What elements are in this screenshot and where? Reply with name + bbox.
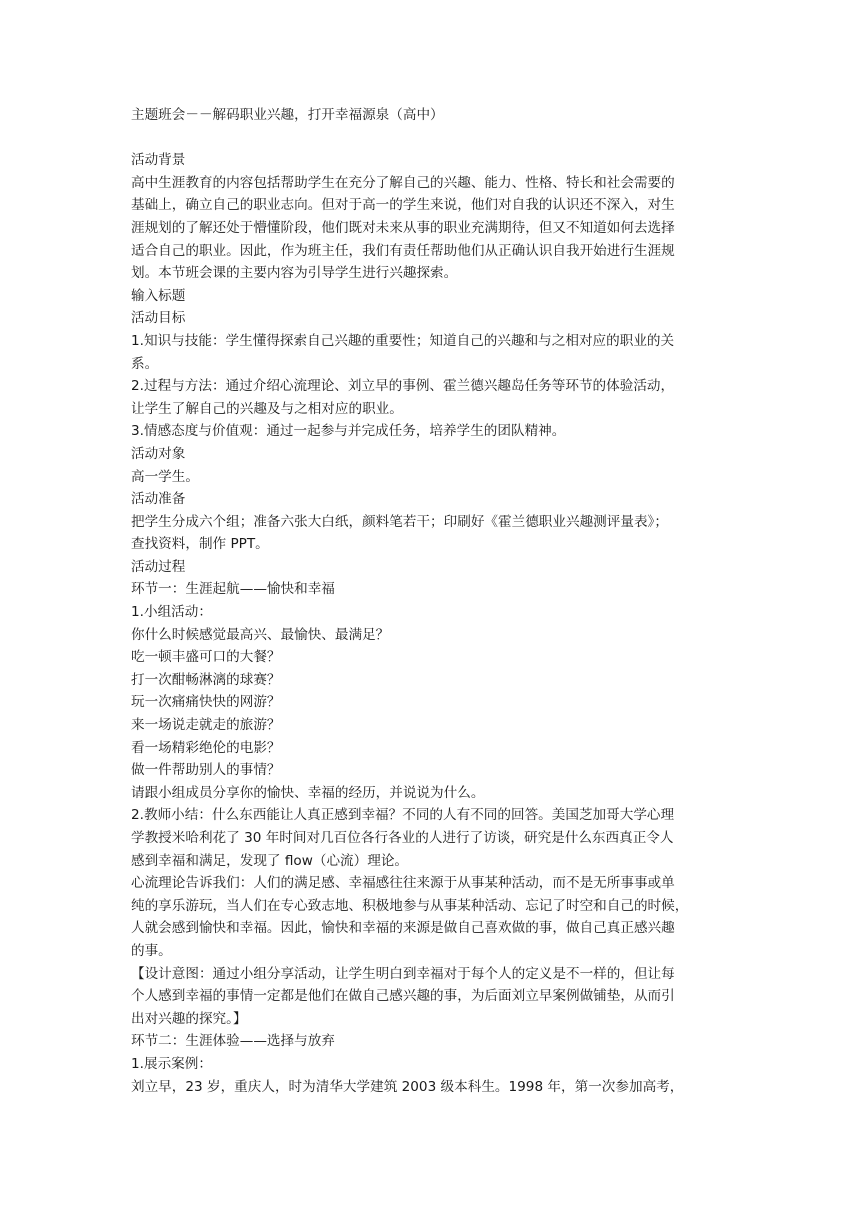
section-heading-audience: 活动对象 [131, 445, 186, 462]
paragraph-line: 2.教师小结：什么东西能让人真正感到幸福？不同的人有不同的回答。美国芝加哥大学心理 [131, 807, 675, 824]
paragraph-line: 的事。 [131, 942, 172, 959]
paragraph-line: 让学生了解自己的兴趣及与之相对应的职业。 [131, 400, 403, 417]
subsection-heading: 环节一：生涯起航——愉快和幸福 [131, 581, 335, 598]
paragraph-line: 感到幸福和满足，发现了 flow（心流）理论。 [131, 852, 409, 869]
list-item: 打一次酣畅淋漓的球赛？ [131, 671, 281, 688]
list-item: 看一场精彩绝伦的电影？ [131, 739, 281, 756]
paragraph-line: 系。 [131, 355, 159, 372]
paragraph-line: 3.情感态度与价值观：通过一起参与并完成任务，培养学生的团队精神。 [131, 423, 566, 440]
section-heading-background: 活动背景 [131, 152, 186, 169]
paragraph-line: 涯规划的了解还处于懵懂阶段，他们既对未来从事的职业充满期待，但又不知道如何去选择 [131, 219, 675, 236]
paragraph-line: 学教授米哈利花了 30 年时间对几百位各行各业的人进行了访谈，研究是什么东西真正令人 [131, 830, 674, 846]
design-intent-line: 出对兴趣的探究。】 [131, 1010, 247, 1027]
section-heading-goals: 活动目标 [131, 310, 186, 327]
document-body [131, 149, 731, 1098]
paragraph-line: 人就会感到愉快和幸福。因此，愉快和幸福的来源是做自己喜欢做的事，做自己真正感兴趣 [131, 920, 675, 937]
paragraph-line: 请跟小组成员分享你的愉快、幸福的经历，并说说为什么。 [131, 784, 485, 801]
paragraph-line: 你什么时候感觉最高兴、最愉快、最满足？ [131, 626, 390, 643]
paragraph-line: 查找资料，制作 PPT。 [131, 536, 269, 553]
design-intent-line: 【设计意图：通过小组分享活动，让学生明白到幸福对于每个人的定义是不一样的，但让每 [131, 965, 675, 982]
paragraph-line: 基础上，确立自己的职业志向。但对于高一的学生来说，他们对自我的认识还不深入，对生 [131, 197, 675, 214]
paragraph-line: 高中生涯教育的内容包括帮助学生在充分了解自己的兴趣、能力、性格、特长和社会需要的 [131, 174, 675, 191]
document-title: 主题班会－－解码职业兴趣，打开幸福源泉（高中） [131, 107, 444, 123]
placeholder-heading: 输入标题 [131, 287, 186, 304]
section-heading-preparation: 活动准备 [131, 491, 186, 508]
list-item: 吃一顿丰盛可口的大餐？ [131, 649, 281, 666]
paragraph-line: 适合自己的职业。因此，作为班主任，我们有责任帮助他们从正确认识自我开始进行生涯规 [131, 242, 675, 259]
section-heading-process: 活动过程 [131, 558, 186, 575]
paragraph-line: 纯的享乐游玩，当人们在专心致志地、积极地参与从事某种活动、忘记了时空和自己的时候， [131, 897, 689, 914]
design-intent-line: 个人感到幸福的事情一定都是他们在做自己感兴趣的事，为后面刘立早案例做铺垫，从而引 [131, 988, 675, 1005]
paragraph-line: 1.知识与技能：学生懂得探索自己兴趣的重要性；知道自己的兴趣和与之相对应的职业的关 [131, 332, 675, 349]
paragraph-line: 划。本节班会课的主要内容为引导学生进行兴趣探索。 [131, 265, 458, 282]
document-page [131, 104, 731, 1098]
list-item: 玩一次痛痛快快的网游？ [131, 694, 281, 711]
paragraph-line: 高一学生。 [131, 468, 199, 485]
paragraph-line: 把学生分成六个组；准备六张大白纸，颜料笔若干；印刷好《霍兰德职业兴趣测评量表》； [131, 513, 668, 530]
subsection-heading: 环节二：生涯体验——选择与放弃 [131, 1033, 335, 1050]
paragraph-line: 1.小组活动： [131, 604, 212, 621]
paragraph-line: 心流理论告诉我们：人们的满足感、幸福感往往来源于从事某种活动，而不是无所事事或单 [131, 875, 675, 892]
list-item: 做一件帮助别人的事情？ [131, 762, 281, 779]
paragraph-line: 刘立早，23 岁，重庆人，时为清华大学建筑 2003 级本科生。1998 年，第一次参加高考， [131, 1078, 684, 1095]
list-item: 来一场说走就走的旅游？ [131, 717, 281, 734]
paragraph-line: 1.展示案例： [131, 1055, 212, 1072]
paragraph-line: 2.过程与方法：通过介绍心流理论、刘立早的事例、霍兰德兴趣岛任务等环节的体验活动， [131, 378, 675, 395]
